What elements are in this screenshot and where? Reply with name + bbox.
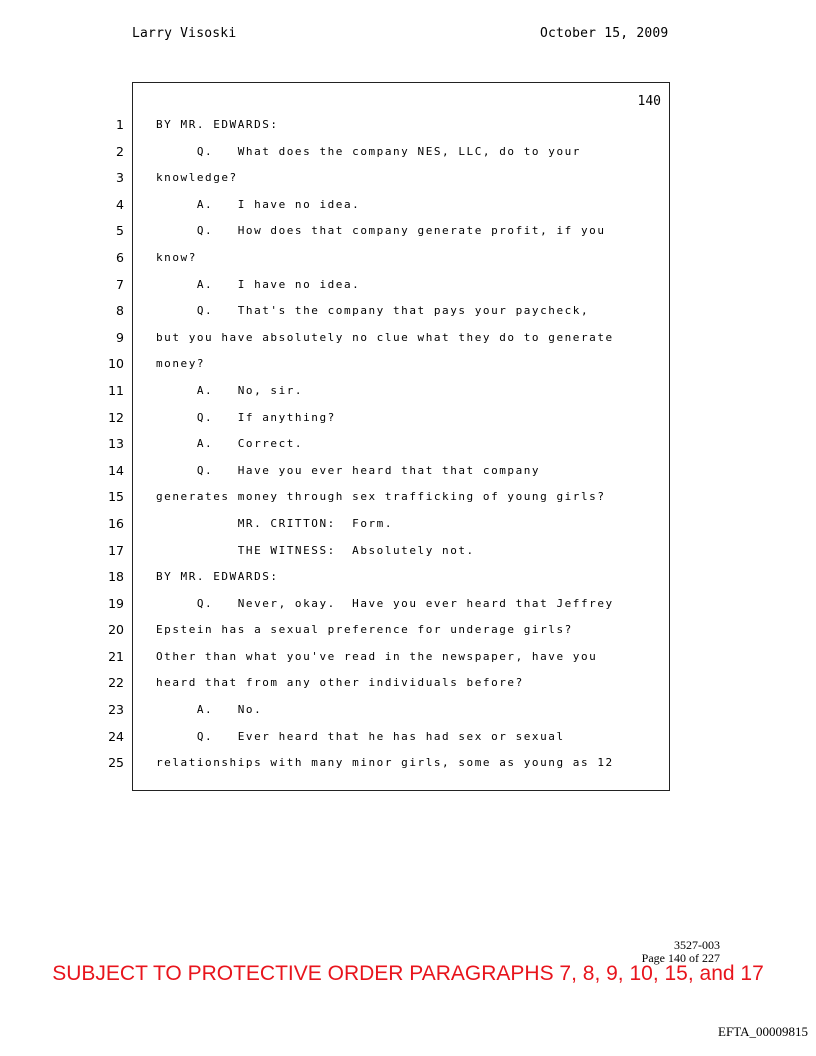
transcript-line: knowledge? [156,171,238,185]
line-number: 10 [108,356,124,372]
transcript-line: but you have absolutely no clue what they do to generate [156,330,614,344]
transcript-line: Q. That's the company that pays your paycheck, [156,304,590,318]
transcript-line: Epstein has a sexual preference for underage girls? [156,623,573,637]
transcript-line: A. I have no idea. [156,277,361,291]
line-number: 17 [108,542,124,558]
line-number: 23 [108,702,124,718]
line-number: 8 [116,303,124,319]
transcript-text [156,112,666,777]
transcript-line: A. Correct. [156,437,304,451]
line-number: 18 [108,569,124,585]
transcript-line: Q. What does the company NES, LLC, do to your [156,144,581,158]
line-number: 25 [108,755,124,771]
transcript-line: A. I have no idea. [156,197,361,211]
line-number: 9 [116,329,124,345]
transcript-line: Q. Have you ever heard that that company [156,463,541,477]
line-number: 11 [108,382,124,398]
transcript-line: money? [156,357,206,371]
transcript-line: Q. If anything? [156,410,336,424]
bates-number: EFTA_00009815 [718,1024,808,1039]
transcript-line: relationships with many minor girls, some as young as 12 [156,756,614,770]
protective-order-notice: SUBJECT TO PROTECTIVE ORDER PARAGRAPHS 7, 8, 9, 10, 15, and 17 [52,962,764,985]
line-number: 13 [108,436,124,452]
transcript-page-number: 140 [637,94,661,109]
line-number: 22 [108,675,124,691]
transcript-line: Q. Ever heard that he has had sex or sexual [156,729,565,743]
transcript-line: generates money through sex trafficking of young girls? [156,490,606,504]
deposition-date: October 15, 2009 [540,26,669,41]
line-number: 3 [116,170,124,186]
line-number: 19 [108,595,124,611]
line-number: 21 [108,648,124,664]
transcript-line: Q. Never, okay. Have you ever heard that Jeffrey [156,596,614,610]
line-number: 7 [116,276,124,292]
line-number: 1 [116,117,124,132]
case-number: 3527-003 [674,938,720,952]
transcript-line: Other than what you've read in the newspaper, have you [156,649,598,663]
line-number: 4 [116,196,124,212]
transcript-line: THE WITNESS: Absolutely not. [156,543,475,557]
transcript-line: know? [156,250,197,264]
transcript-line: A. No. [156,703,263,717]
line-number: 15 [108,489,124,505]
line-number: 6 [116,249,124,265]
line-number: 2 [116,143,124,159]
line-number-column [90,112,124,777]
transcript-line: MR. CRITTON: Form. [156,516,394,530]
line-number: 12 [108,409,124,425]
transcript-line: Q. How does that company generate profit, if you [156,224,606,238]
line-number: 24 [108,728,124,744]
transcript-line: BY MR. EDWARDS: [156,118,279,131]
deponent-name: Larry Visoski [132,26,237,41]
transcript-line: heard that from any other individuals before? [156,676,524,690]
line-number: 5 [116,223,124,239]
line-number: 20 [108,622,124,638]
line-number: 16 [108,515,124,531]
page-count: Page 140 of 227 [641,951,720,965]
transcript-line: A. No, sir. [156,383,304,397]
transcript-line: BY MR. EDWARDS: [156,570,279,584]
line-number: 14 [108,462,124,478]
